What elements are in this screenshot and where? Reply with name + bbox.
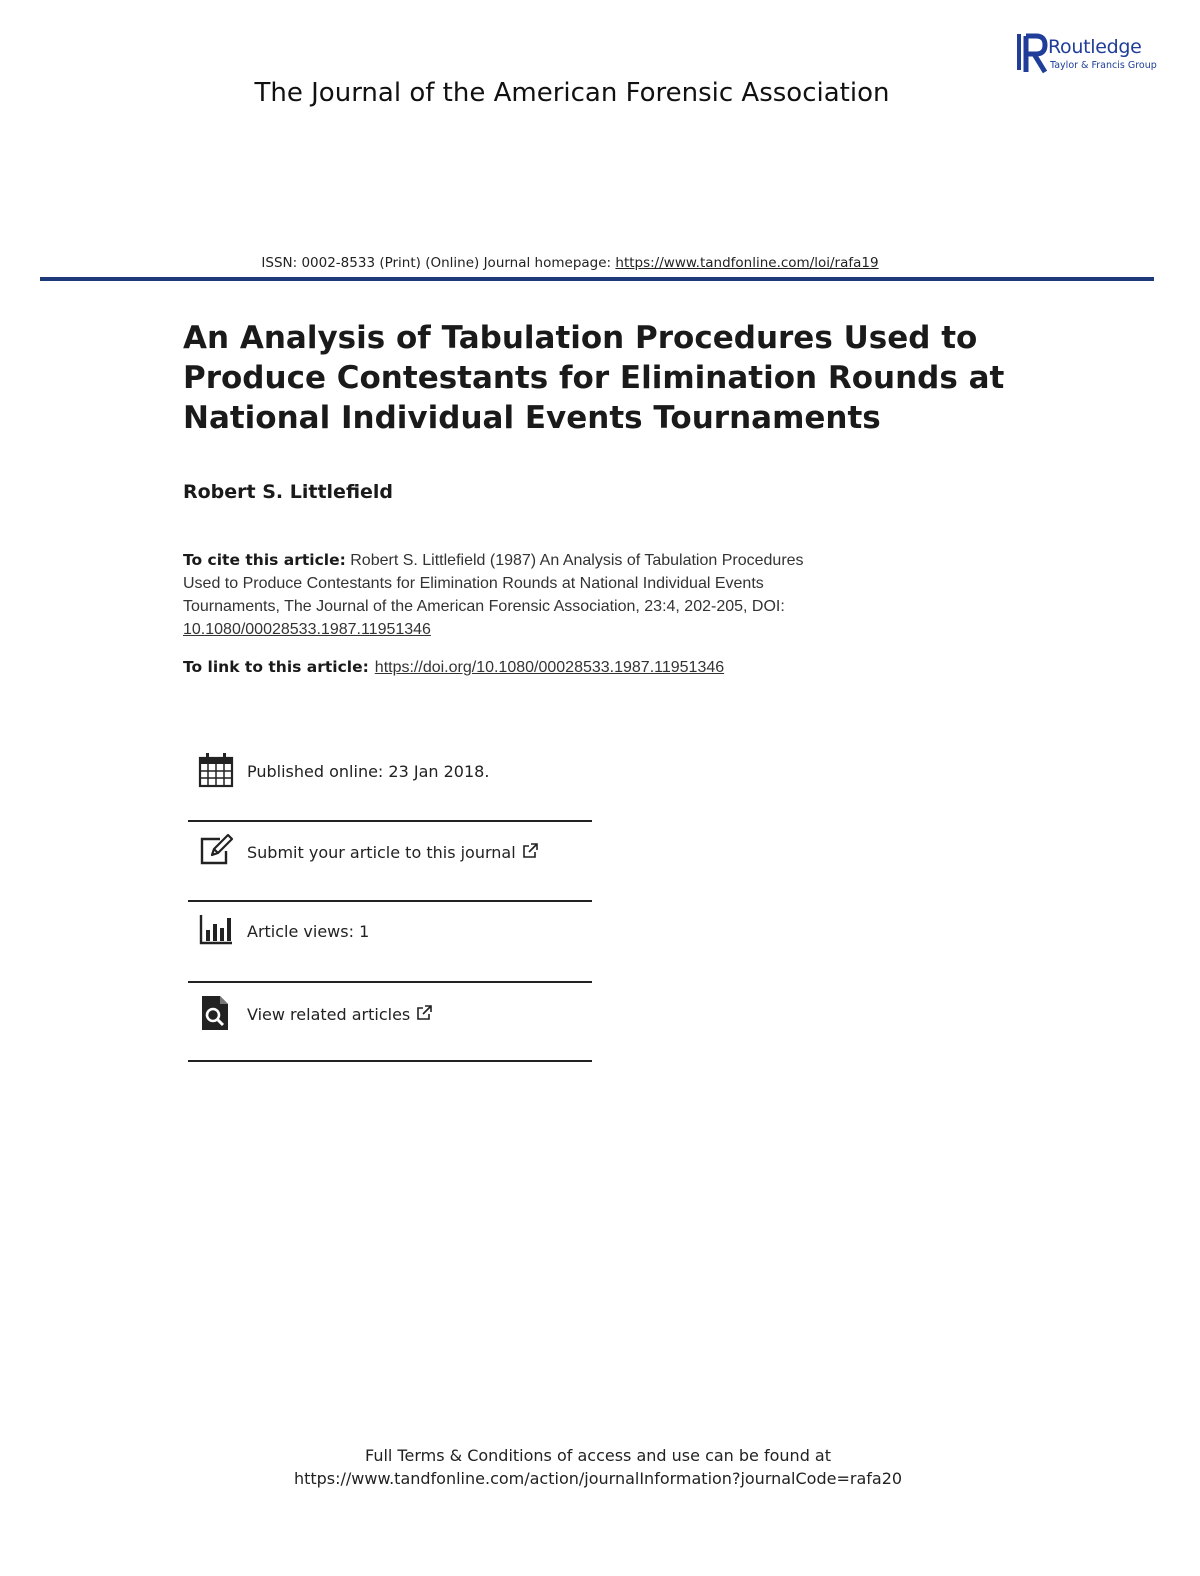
article-title-line: An Analysis of Tabulation Procedures Used to	[183, 320, 978, 356]
footer-terms-text: Full Terms & Conditions of access and use can be found at	[364, 1446, 832, 1465]
submit-article-text: Submit your article to this journal	[247, 843, 516, 862]
article-views-item	[188, 912, 592, 972]
bar-chart-icon	[198, 912, 234, 948]
external-link-icon	[416, 1005, 432, 1021]
header-divider	[40, 277, 1154, 281]
publisher-name: Routledge	[1048, 36, 1142, 58]
published-online-text: Published online: 23 Jan 2018.	[247, 762, 490, 781]
publisher-group: Taylor & Francis Group	[1050, 60, 1157, 71]
submit-article-link[interactable]	[247, 843, 538, 862]
edit-icon	[198, 833, 234, 869]
article-views-text: Article views: 1	[247, 922, 370, 941]
journal-title: The Journal of the American Forensic Association	[254, 78, 890, 108]
issn-text: ISSN: 0002-8533 (Print) (Online) Journal homepage:	[261, 255, 616, 271]
publisher-logo	[1014, 30, 1164, 78]
related-articles-text: View related articles	[247, 1005, 411, 1024]
info-divider	[188, 900, 592, 902]
issn-line	[0, 255, 1140, 271]
related-articles-link[interactable]	[247, 1005, 432, 1024]
article-title-line: Produce Contestants for Elimination Rounds at	[183, 360, 1005, 396]
external-link-icon	[522, 843, 538, 859]
info-divider	[188, 981, 592, 983]
search-document-icon	[198, 995, 234, 1031]
published-online-item	[188, 752, 592, 812]
journal-homepage-link[interactable]: https://www.tandfonline.com/loi/rafa19	[615, 255, 879, 271]
citation-text: Used to Produce Contestants for Elimination Rounds at National Individual Events	[183, 575, 764, 592]
citation-doi-link[interactable]: 10.1080/00028533.1987.11951346	[183, 621, 431, 638]
article-title-line: National Individual Events Tournaments	[183, 400, 881, 436]
citation-text: Tournaments, The Journal of the American Forensic Association, 23:4, 202-205, DOI:	[183, 598, 785, 615]
info-divider	[188, 1060, 592, 1062]
submit-article-item[interactable]	[188, 833, 592, 893]
article-author: Robert S. Littlefield	[183, 481, 394, 503]
article-doi-url-link[interactable]: https://doi.org/10.1080/00028533.1987.11951346	[374, 659, 725, 676]
related-articles-item[interactable]	[188, 995, 592, 1055]
footer-terms	[0, 1444, 1196, 1490]
info-divider	[188, 820, 592, 822]
footer-terms-link[interactable]: https://www.tandfonline.com/action/journalInformation?journalCode=rafa20	[293, 1469, 903, 1488]
citation-block	[183, 549, 943, 641]
article-link-label: To link to this article:	[183, 658, 369, 676]
citation-label: To cite this article:	[183, 551, 346, 569]
calendar-icon	[198, 752, 234, 788]
citation-text: Robert S. Littlefield (1987) An Analysis of Tabulation Procedures	[345, 552, 804, 569]
article-link-block	[183, 657, 724, 677]
article-title	[183, 318, 1005, 438]
